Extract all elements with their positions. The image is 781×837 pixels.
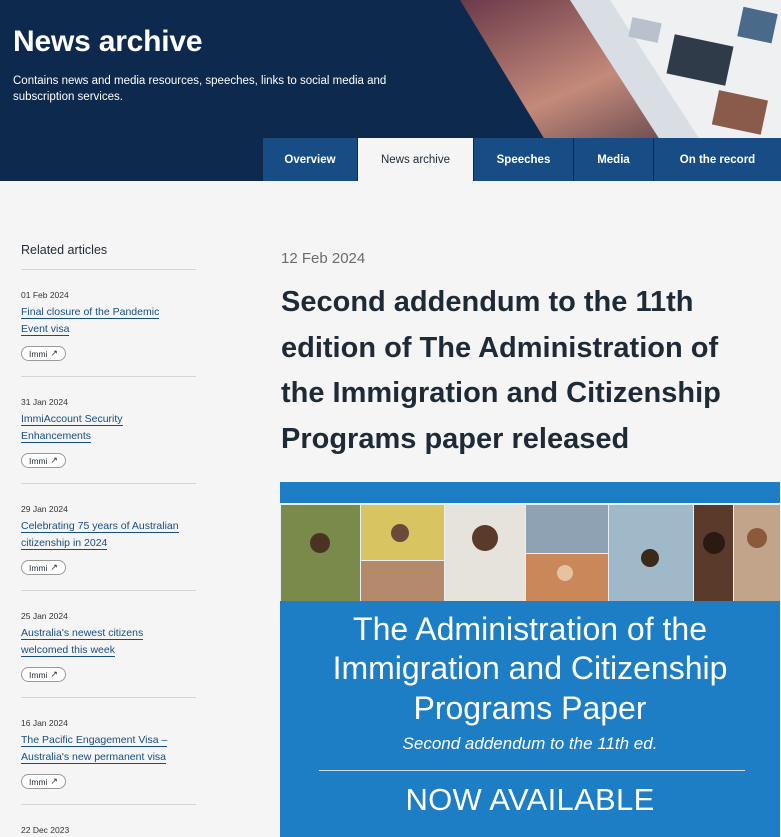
page-description: Contains news and media resources, speeches, links to social media and subscription services. <box>13 75 387 103</box>
section-tabs <box>263 138 781 181</box>
article-link-line[interactable]: Enhancements <box>21 430 92 442</box>
banner-heading-line: Programs Paper <box>413 690 647 726</box>
immi-tag-button[interactable] <box>21 453 66 468</box>
immi-tag-button[interactable] <box>21 560 66 575</box>
article-link-line[interactable]: Australia's new permanent visa <box>21 751 166 763</box>
tab-speeches[interactable]: Speeches <box>474 138 574 181</box>
article-link-line[interactable]: Australia's newest citizens <box>21 627 144 639</box>
banner-heading-line: Immigration and Citizenship <box>332 650 728 686</box>
article-date: 22 Dec 2023 <box>21 825 70 835</box>
tag-label: Immi <box>29 455 48 466</box>
article-link[interactable] <box>21 304 196 338</box>
article-publish-date: 12 Feb 2024 <box>281 250 366 267</box>
article-link[interactable] <box>21 411 196 445</box>
banner-now-available: NOW AVAILABLE <box>405 782 655 817</box>
external-link-icon: ↗ <box>50 562 58 572</box>
article-banner-image <box>280 482 780 837</box>
tab-overview[interactable]: Overview <box>263 138 358 181</box>
article-link-line[interactable]: Event visa <box>21 323 70 335</box>
tab-media[interactable]: Media <box>574 138 654 181</box>
list-item <box>21 698 196 805</box>
list-item <box>21 377 196 484</box>
related-articles-heading: Related articles <box>21 243 196 270</box>
article-link-line[interactable]: welcomed this week <box>21 644 115 656</box>
article-link-line[interactable]: Final closure of the Pandemic <box>21 306 160 318</box>
article-link[interactable] <box>21 518 196 552</box>
photo-collage <box>280 503 780 606</box>
tab-on-the-record[interactable]: On the record <box>654 138 781 181</box>
article-date: 25 Jan 2024 <box>21 611 68 621</box>
banner-divider <box>319 770 745 771</box>
article-title: Second addendum to the 11th edition of The Administration of the Immigration and Citizenship Programs paper released <box>281 286 721 455</box>
article-link-line[interactable]: ImmiAccount Security <box>21 413 123 425</box>
article-link-line[interactable]: Celebrating 75 years of Australian <box>21 520 179 532</box>
list-item <box>21 805 196 837</box>
immi-tag-button[interactable] <box>21 346 66 361</box>
list-item <box>21 484 196 591</box>
tab-news-archive[interactable]: News archive <box>358 138 474 181</box>
article-link[interactable] <box>21 732 196 766</box>
article-date: 31 Jan 2024 <box>21 397 68 407</box>
page-title: News archive <box>13 25 203 58</box>
article-link[interactable] <box>21 625 196 659</box>
header-photo-tablet <box>460 0 781 140</box>
article-date: 29 Jan 2024 <box>21 504 68 514</box>
list-item <box>21 591 196 698</box>
article-date: 16 Jan 2024 <box>21 718 68 728</box>
article-link-line[interactable]: citizenship in 2024 <box>21 537 108 549</box>
related-articles <box>21 243 196 837</box>
external-link-icon: ↗ <box>50 455 58 465</box>
banner-subtitle: Second addendum to the 11th ed. <box>402 734 658 753</box>
article-date: 01 Feb 2024 <box>21 290 69 300</box>
immi-tag-button[interactable] <box>21 667 66 682</box>
immi-tag-button[interactable] <box>21 774 66 789</box>
tag-label: Immi <box>29 669 48 680</box>
article-link-line[interactable]: The Pacific Engagement Visa – <box>21 734 168 746</box>
page-header <box>0 0 781 181</box>
banner-heading-line: The Administration of the <box>353 611 707 647</box>
tag-label: Immi <box>29 776 48 787</box>
list-item <box>21 270 196 377</box>
tag-label: Immi <box>29 562 48 573</box>
external-link-icon: ↗ <box>50 348 58 358</box>
external-link-icon: ↗ <box>50 776 58 786</box>
tag-label: Immi <box>29 348 48 359</box>
external-link-icon: ↗ <box>50 669 58 679</box>
